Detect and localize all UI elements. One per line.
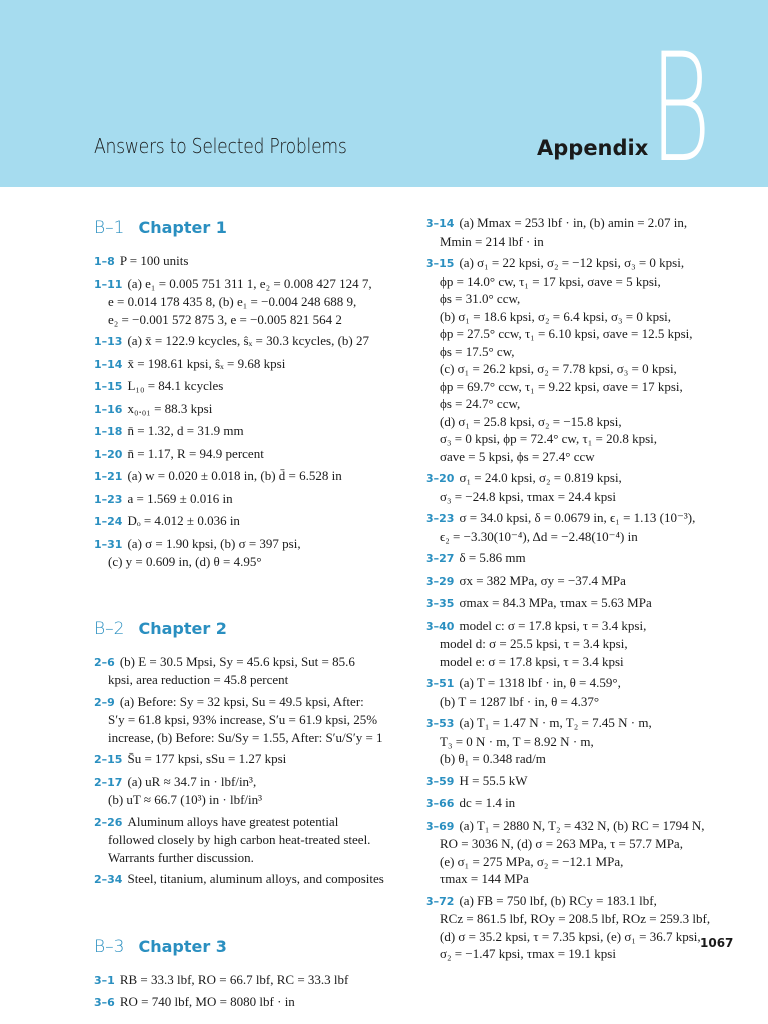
answer-item: [94, 693, 404, 747]
problem-number: 3–53: [426, 717, 455, 730]
section-gap: [94, 575, 404, 615]
answer-item: [94, 400, 404, 419]
answer-item: [94, 467, 404, 486]
answer-item: [94, 377, 404, 396]
answer-text: (a) Mmax = 253 lbf · in, (b) amin = 2.07 in, Mmin = 214 lbf · in: [440, 215, 688, 249]
section-heading: [94, 619, 404, 653]
answer-item: [94, 750, 404, 769]
answer-item: [94, 252, 404, 271]
section-id: B–1: [94, 218, 125, 238]
answer-text: (a) uR ≈ 34.7 in · lbf/in³, (b) uT ≈ 66.7 (10³) in · lbf/in³: [108, 773, 263, 807]
problem-number: 3–29: [426, 574, 455, 588]
right-column: [426, 214, 736, 967]
answer-text: x₀.₀₁ = 88.3 kpsi: [127, 400, 213, 416]
answer-text: δ = 5.86 mm: [459, 550, 526, 565]
problem-number: 1–15: [94, 380, 123, 393]
problem-number: 2–15: [94, 753, 123, 766]
problem-number: 1–20: [94, 447, 123, 461]
answer-text: L₁₀ = 84.1 kcycles: [127, 378, 224, 393]
problem-number: 1–16: [94, 402, 123, 416]
answer-text: (a) Before: Sy = 32 kpsi, Su = 49.5 kpsi, After: S′y = 61.8 kpsi, 93% increase, S′u = 61.9 kpsi, 25% increase, (b) Before: Su/Sy = 1.55, After: S′u/S′y = 1: [108, 693, 383, 745]
answer-text: (a) T = 1318 lbf · in, θ = 4.59°, (b) T = 1287 lbf · in, θ = 4.37°: [440, 675, 621, 709]
answer-item: [426, 594, 736, 613]
problem-number: 3–51: [426, 677, 455, 690]
problem-number: 1–31: [94, 537, 123, 551]
answer-text: n̄ = 1.32, d = 31.9 mm: [127, 423, 244, 438]
answer-text: RB = 33.3 lbf, RO = 66.7 lbf, RC = 33.3 lbf: [119, 971, 349, 987]
problem-number: 3–14: [426, 217, 455, 230]
answer-text: (a) σ₁ = 22 kpsi, σ₂ = −12 kpsi, σ₃ = 0 kpsi, ϕp = 14.0° cw, τ₁ = 17 kpsi, σave = 5 kpsi, ϕs = 31.0° ccw, (b) σ₁ = 18.6 kpsi, σ₂ = 6.4 kpsi, σ₃ = 0 kpsi, ϕp = 27.5° ccw, τ₁ = 6.10 kpsi, σave = 12.5 kpsi, ϕs = 17.5° cw, (c) σ₁ = 26.2 kpsi, σ₂ = 7.78 kpsi, σ₃ = 0 kpsi, ϕp = 69.7° ccw, τ₁ = 9.22 kpsi, σave = 17 kpsi, ϕs = 24.7° ccw, (d) σ₁ = 25.8 kpsi, σ₂ = −15.8 kpsi, σ₃ = 0 kpsi, ϕp = 72.4° cw, τ₁ = 20.8 kpsi, σave = 5 kpsi, ϕs = 27.4° ccw: [440, 255, 693, 464]
appendix-letter: B: [650, 22, 711, 196]
appendix-label: Appendix: [537, 136, 649, 160]
section-title: Chapter 2: [138, 618, 227, 638]
answer-item: [94, 813, 404, 867]
section-title: Chapter 3: [138, 936, 227, 956]
answer-item: [426, 214, 736, 250]
answer-text: (a) w = 0.020 ± 0.018 in, (b) d̄ = 6.528 in: [127, 468, 342, 483]
answer-text: Aluminum alloys have greatest potential followed closely by high carbon heat-treated steel. Warrants further discussion.: [108, 813, 371, 865]
answer-item: [426, 794, 736, 813]
problem-number: 1–13: [94, 335, 123, 348]
answer-item: [94, 993, 404, 1012]
problem-number: 3–69: [426, 819, 455, 833]
problem-number: 3–23: [426, 512, 455, 525]
answer-item: [94, 422, 404, 441]
problem-number: 1–24: [94, 515, 123, 528]
answer-item: [426, 714, 736, 768]
answer-item: [94, 870, 404, 889]
appendix-title: Answers to Selected Problems: [94, 134, 347, 158]
section-heading: [94, 218, 404, 252]
problem-number: 3–35: [426, 597, 455, 610]
answer-text: Steel, titanium, aluminum alloys, and composites: [127, 871, 384, 886]
problem-number: 2–26: [94, 815, 123, 829]
answer-text: S̄u = 177 kpsi, sSu = 1.27 kpsi: [127, 751, 287, 766]
answer-text: P = 100 units: [119, 253, 189, 268]
problem-number: 2–17: [94, 775, 123, 789]
section-id: B–2: [94, 618, 125, 639]
answer-text: a = 1.569 ± 0.016 in: [127, 490, 233, 506]
section-gap: [94, 893, 404, 933]
problem-number: 3–59: [426, 774, 455, 788]
answer-text: (b) E = 30.5 Mpsi, Sy = 45.6 kpsi, Sut = 85.6 kpsi, area reduction = 45.8 percent: [108, 653, 355, 687]
problem-number: 1–8: [94, 255, 115, 268]
problem-number: 3–72: [426, 894, 455, 908]
answer-item: [426, 254, 736, 465]
problem-number: 1–18: [94, 425, 123, 438]
answer-item: [94, 332, 404, 351]
answer-text: (a) FB = 750 lbf, (b) RCy = 183.1 lbf, RCz = 861.5 lbf, ROy = 208.5 lbf, ROz = 259.3 lbf, (d) σ = 35.2 kpsi, τ = 7.35 kpsi, (e) σ₁ = 36.7 kpsi, σ₂ = −1.47 kpsi, τmax = 19.1 kpsi: [440, 892, 711, 961]
answer-item: [94, 773, 404, 809]
problem-number: 2–6: [94, 655, 115, 669]
problem-number: 1–21: [94, 470, 123, 483]
section-id: B–3: [94, 936, 125, 957]
answer-item: [94, 355, 404, 374]
answer-item: [94, 512, 404, 531]
answer-text: σ₁ = 24.0 kpsi, σ₂ = 0.819 kpsi, σ₃ = −24.8 kpsi, τmax = 24.4 kpsi: [440, 470, 622, 504]
answer-item: [94, 490, 404, 509]
answer-item: [94, 971, 404, 990]
answer-item: [94, 653, 404, 689]
answer-item: [426, 817, 736, 888]
problem-number: 3–20: [426, 472, 455, 485]
problem-number: 1–23: [94, 492, 123, 506]
problem-number: 2–9: [94, 695, 115, 709]
problem-number: 1–14: [94, 357, 123, 371]
answer-item: [94, 535, 404, 571]
answer-item: [94, 445, 404, 464]
section-heading: [94, 937, 404, 971]
header-banner: [0, 0, 768, 196]
problem-number: 3–66: [426, 797, 455, 810]
answer-text: (a) e₁ = 0.005 751 311 1, e₂ = 0.008 427 124 7, e = 0.014 178 435 8, (b) e₁ = −0.004 248 688 9, e₂ = −0.001 572 875 3, e = −0.005 821 564 2: [108, 275, 372, 327]
section-title: Chapter 1: [138, 218, 227, 237]
answer-text: Dₒ = 4.012 ± 0.036 in: [127, 513, 240, 528]
answer-text: σmax = 84.3 MPa, τmax = 5.63 MPa: [459, 595, 652, 610]
problem-number: 3–1: [94, 973, 115, 987]
answer-text: dc = 1.4 in: [459, 795, 516, 810]
answer-text: H = 55.5 kW: [459, 772, 528, 788]
answer-text: model c: σ = 17.8 kpsi, τ = 3.4 kpsi, model d: σ = 25.5 kpsi, τ = 3.4 kpsi, model e: σ = 17.8 kpsi, τ = 3.4 kpsi: [440, 617, 647, 669]
problem-number: 3–40: [426, 619, 455, 633]
answer-item: [426, 772, 736, 791]
answer-text: x̄ = 198.61 kpsi, ŝₓ = 9.68 kpsi: [127, 355, 286, 371]
left-column: [94, 214, 404, 1016]
answer-item: [426, 892, 736, 963]
page-number: 1067: [700, 936, 734, 950]
answer-text: (a) T₁ = 1.47 N · m, T₂ = 7.45 N · m, T₃ = 0 N · m, T = 8.92 N · m, (b) θ₁ = 0.348 rad/m: [440, 715, 652, 766]
answer-item: [426, 549, 736, 568]
answer-text: RO = 740 lbf, MO = 8080 lbf · in: [119, 994, 295, 1009]
answer-item: [426, 674, 736, 710]
problem-number: 2–34: [94, 873, 123, 886]
answer-text: (a) σ = 1.90 kpsi, (b) σ = 397 psi, (c) y = 0.609 in, (d) θ = 4.95°: [108, 535, 301, 569]
answer-item: [426, 509, 736, 545]
problem-number: 3–6: [94, 996, 115, 1009]
answer-text: σ = 34.0 kpsi, δ = 0.0679 in, ϵ₁ = 1.13 (10⁻³), ϵ₂ = −3.30(10⁻⁴), Δd = −2.48(10⁻⁴) in: [440, 510, 696, 544]
answer-text: σx = 382 MPa, σy = −37.4 MPa: [459, 572, 626, 588]
answer-text: n̄ = 1.17, R = 94.9 percent: [127, 445, 264, 461]
answer-item: [94, 275, 404, 329]
answer-text: (a) T₁ = 2880 N, T₂ = 432 N, (b) RC = 1794 N, RO = 3036 N, (d) σ = 263 MPa, τ = 57.7 MPa, (e) σ₁ = 275 MPa, σ₂ = −12.1 MPa, τmax = 144 MPa: [440, 817, 705, 886]
answer-item: [426, 572, 736, 591]
problem-number: 1–11: [94, 277, 123, 291]
problem-number: 3–15: [426, 257, 455, 270]
answer-item: [426, 617, 736, 671]
problem-number: 3–27: [426, 552, 455, 565]
answer-item: [426, 469, 736, 505]
answer-text: (a) x̄ = 122.9 kcycles, ŝₓ = 30.3 kcycles, (b) 27: [127, 333, 370, 348]
